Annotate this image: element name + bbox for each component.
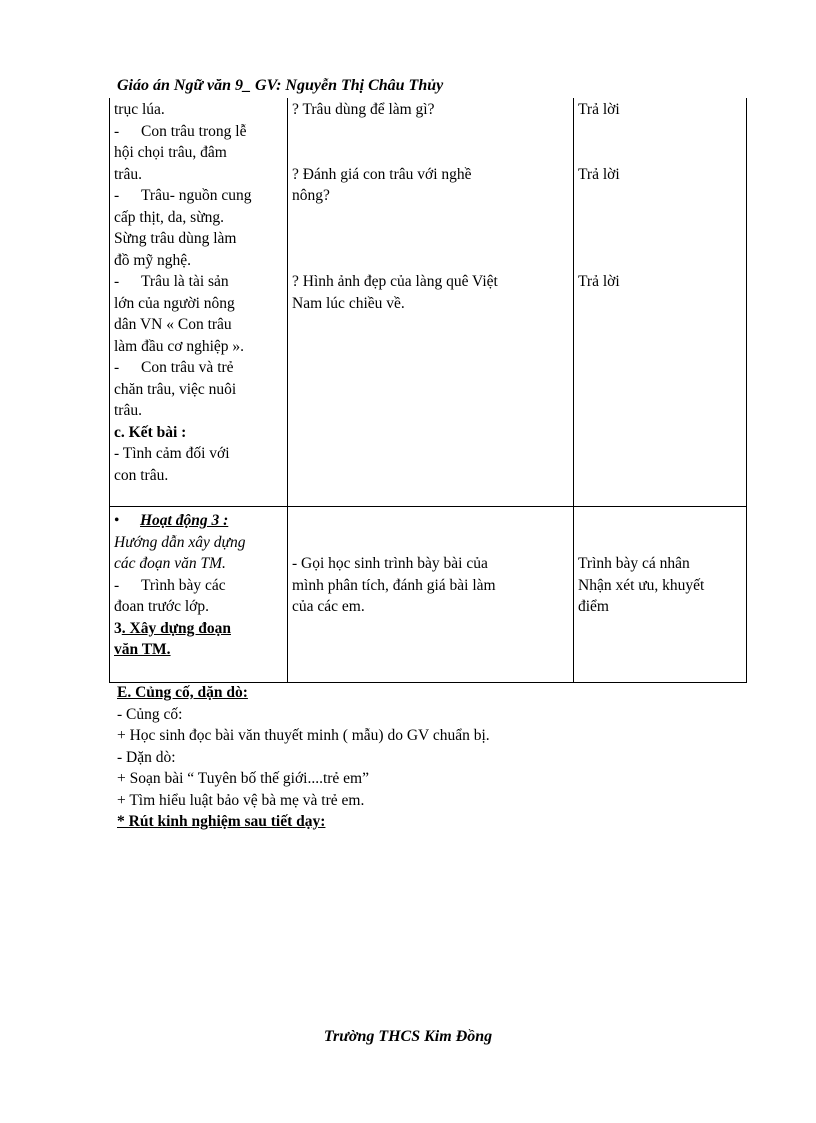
- closing-section: [117, 682, 490, 833]
- lesson-table: [109, 98, 747, 683]
- answer-cell: Trả lời Trả lời Trả lời: [574, 98, 747, 507]
- text-line: + Học sinh đọc bài văn thuyết minh ( mẫu) do GV chuẩn bị.: [117, 727, 490, 744]
- text-line: - Dặn dò:: [117, 748, 176, 766]
- answer-cell: Trình bày cá nhân Nhận xét ưu, khuyết điểm: [574, 507, 747, 683]
- page-footer: Trường THCS Kim Đồng: [323, 1028, 493, 1045]
- text-line: + Tìm hiểu luật bảo vệ bà mẹ và trẻ em.: [117, 791, 365, 809]
- content-cell: trục lúa. - Con trâu trong lễ hội chọi trâu, đâm trâu. - Trâu- nguồn cung cấp thịt, da, sừng. Sừng trâu dùng làm đồ mỹ nghệ. - Trâu là tài sản lớn của người nông dân VN « Con trâu làm đầu cơ nghiệp ». - Con trâu và trẻ chăn trâu, việc nuôi trâu. c. Kết bài : - Tình cảm đối với con trâu.: [110, 98, 288, 507]
- text-line: - Củng cố:: [117, 705, 183, 723]
- activity-cell: - Gọi học sinh trình bày bài của mình phân tích, đánh giá bài làm của các em.: [288, 507, 574, 683]
- content-cell: • Hoạt động 3 : Hướng dẫn xây dựng các đoạn văn TM. - Trình bày các đoan trước lớp. 3. Xây dựng đoạn văn TM.: [110, 507, 288, 683]
- page-header: Giáo án Ngữ văn 9_ GV: Nguyễn Thị Châu Thủy: [117, 77, 444, 94]
- activity-cell: ? Trâu dùng để làm gì? ? Đánh giá con trâu với nghề nông? ? Hình ảnh đẹp của làng quê Việt Nam lúc chiều về.: [288, 98, 574, 507]
- text-line: + Soạn bài “ Tuyên bố thế giới....trẻ em”: [117, 770, 369, 787]
- table-row: [110, 507, 747, 683]
- reflection-heading: * Rút kinh nghiệm sau tiết dạy:: [117, 813, 326, 830]
- table-row: [110, 98, 747, 507]
- bullet-icon: •: [114, 512, 120, 529]
- section-title: E. Củng cố, dặn dò:: [117, 684, 248, 701]
